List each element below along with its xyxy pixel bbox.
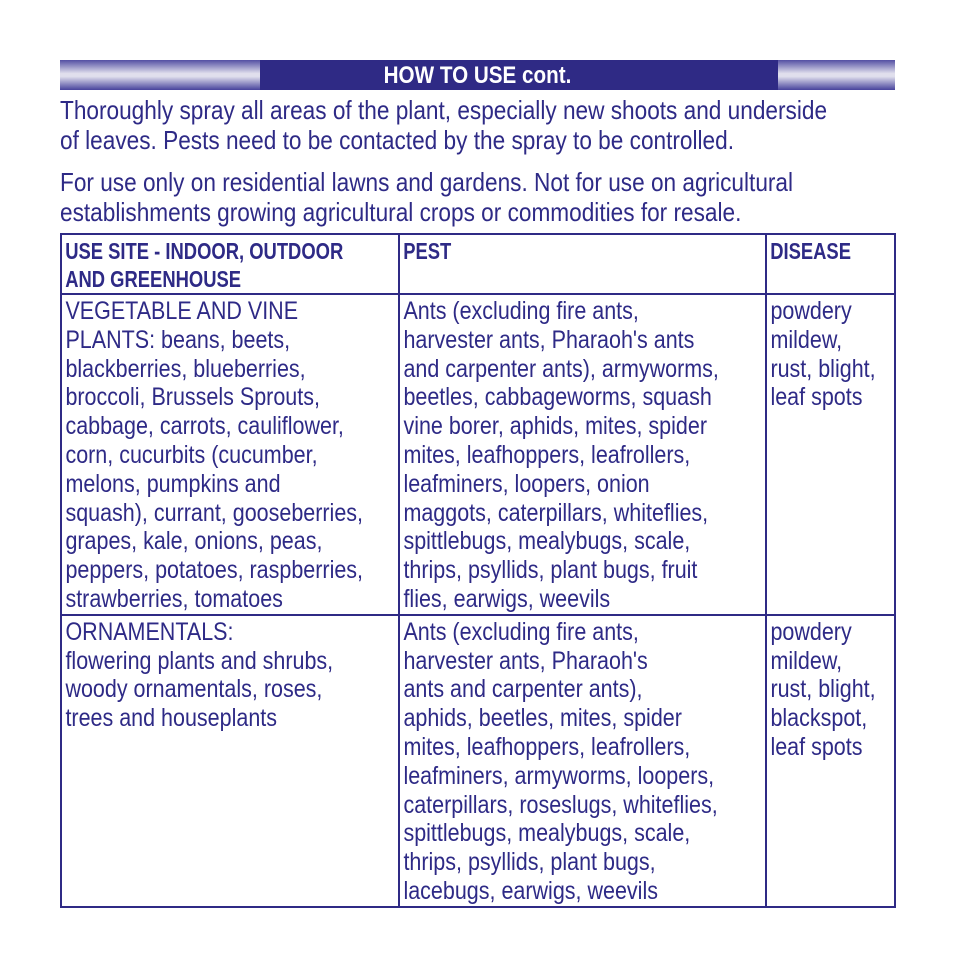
instruction-paragraph [60,95,828,155]
cell-line: beetles, cabbageworms, squash [403,383,712,412]
header-line: AND GREENHOUSE [65,266,242,292]
cell-line: melons, pumpkins and [65,469,281,498]
table-header-row [61,234,895,294]
cell-line: mildew, [770,325,843,354]
cell-line: lacebugs, earwigs, weevils [403,876,658,905]
cell-line: ants and carpenter ants), [403,675,643,704]
cell-line: corn, cucurbits (cucumber, [65,440,318,469]
cell-line: strawberries, tomatoes [65,584,283,613]
paragraph-line: of leaves. Pests need to be contacted by the spray to be controlled. [60,125,735,155]
cell-line: vine borer, aphids, mites, spider [403,412,707,441]
paragraph-line: For use only on residential lawns and gardens. Not for use on agricultural [60,167,794,197]
cell-line: cabbage, carrots, cauliflower, [65,412,344,441]
cell-line: ORNAMENTALS: [65,617,234,646]
cell-line: thrips, psyllids, plant bugs, fruit [403,556,698,585]
table-row [61,615,895,907]
cell-line: spittlebugs, mealybugs, scale, [403,527,691,556]
cell-line: rust, blight, [770,675,876,704]
cell-line: broccoli, Brussels Sprouts, [65,383,320,412]
cell-line: woody ornamentals, roses, [65,675,323,704]
header-line: USE SITE - INDOOR, OUTDOOR [65,238,344,264]
cell-line: leaf spots [770,383,863,412]
cell-line: caterpillars, roseslugs, whiteflies, [403,790,718,819]
cell-line: Ants (excluding fire ants, [403,617,639,646]
cell-pest [399,615,766,907]
header-line: PEST [403,238,452,264]
cell-line: aphids, beetles, mites, spider [403,704,682,733]
cell-line: harvester ants, Pharaoh's ants [403,325,695,354]
cell-use-site [61,294,399,615]
section-title: HOW TO USE cont. [383,62,572,89]
use-site-table [60,233,896,908]
column-header-pest [399,234,766,294]
header-line: DISEASE [770,238,851,264]
section-header-bar [60,60,895,90]
cell-line: powdery [770,297,852,325]
cell-line: harvester ants, Pharaoh's [403,646,648,675]
cell-line: leaf spots [770,732,863,761]
column-header-use-site [61,234,399,294]
cell-line: VEGETABLE AND VINE [65,297,299,325]
cell-line: spittlebugs, mealybugs, scale, [403,819,691,848]
table-row [61,294,895,615]
cell-line: PLANTS: beans, beets, [65,325,291,354]
paragraph-line: establishments growing agricultural crops or commodities for resale. [60,197,742,227]
cell-line: blackberries, blueberries, [65,354,306,383]
cell-line: thrips, psyllids, plant bugs, [403,848,656,877]
cell-use-site [61,615,399,907]
restriction-paragraph [60,167,794,227]
cell-line: peppers, potatoes, raspberries, [65,556,364,585]
cell-line: powdery [770,617,852,646]
cell-disease [766,615,895,907]
cell-line: squash), currant, gooseberries, [65,498,364,527]
cell-disease [766,294,895,615]
cell-pest [399,294,766,615]
cell-line: rust, blight, [770,354,876,383]
cell-line: mites, leafhoppers, leafrollers, [403,440,691,469]
cell-line: grapes, kale, onions, peas, [65,527,323,556]
cell-line: and carpenter ants), armyworms, [403,354,719,383]
cell-line: blackspot, [770,704,868,733]
cell-line: maggots, caterpillars, whiteflies, [403,498,709,527]
cell-line: trees and houseplants [65,704,278,733]
cell-line: flies, earwigs, weevils [403,584,611,613]
cell-line: leafminers, loopers, onion [403,469,650,498]
paragraph-line: Thoroughly spray all areas of the plant, especially new shoots and underside [60,95,828,125]
cell-line: mites, leafhoppers, leafrollers, [403,732,691,761]
cell-line: flowering plants and shrubs, [65,646,334,675]
cell-line: leafminers, armyworms, loopers, [403,761,715,790]
cell-line: mildew, [770,646,843,675]
column-header-disease [766,234,895,294]
cell-line: Ants (excluding fire ants, [403,297,639,325]
